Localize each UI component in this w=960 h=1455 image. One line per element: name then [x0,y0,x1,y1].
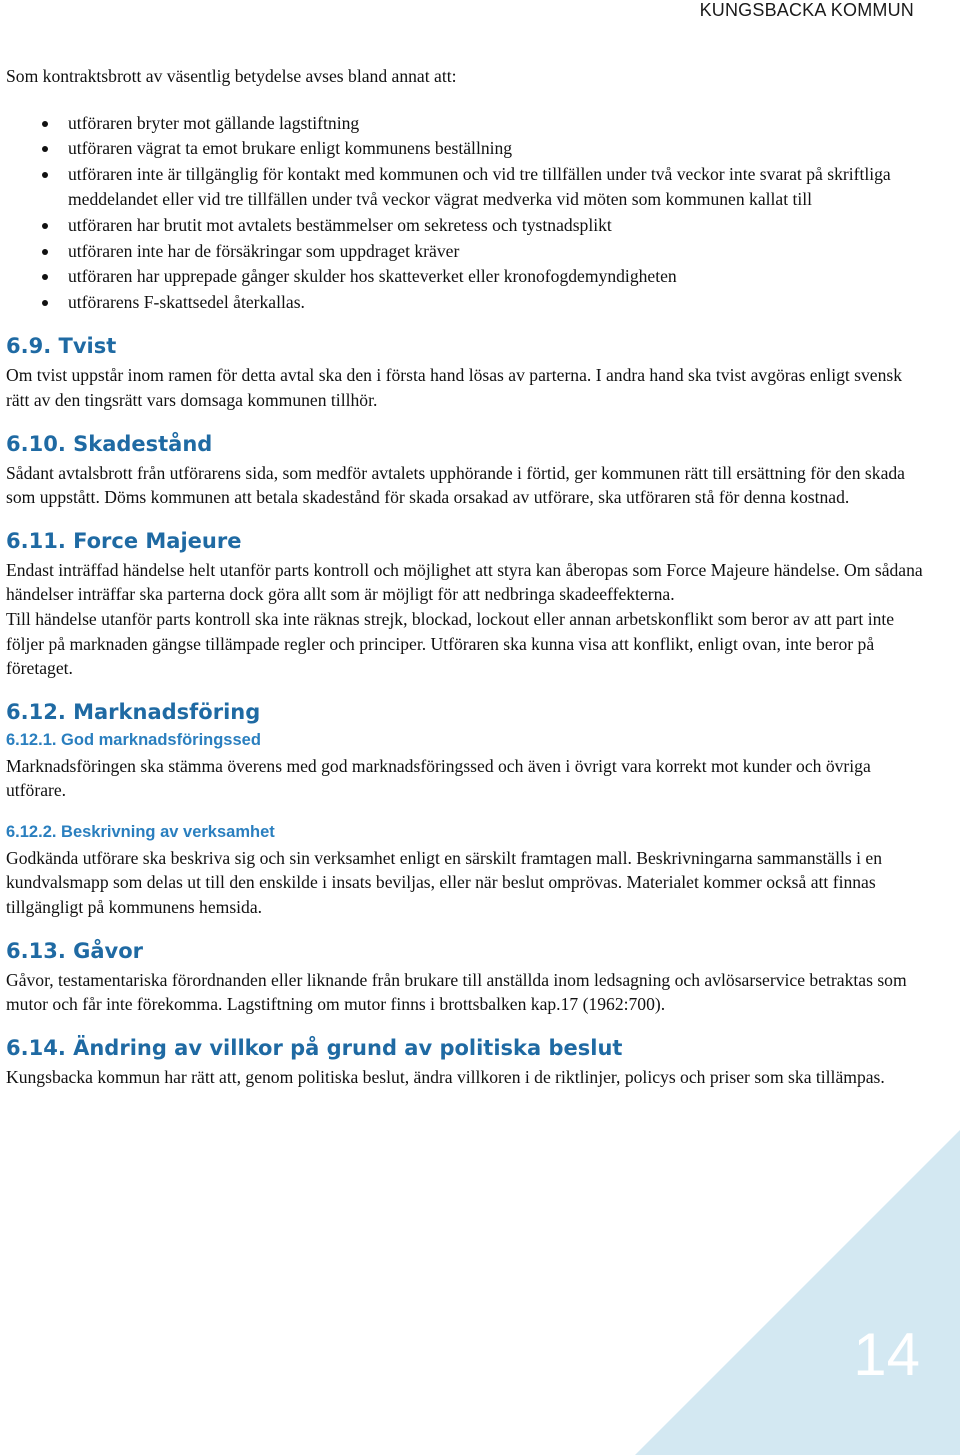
list-item: utföraren inte är tillgänglig för kontakt med kommunen och vid tre tillfällen under två veckor inte svarat på skriftliga meddelandet eller vid tre tillfällen under två veckor vägrat medverka vid möten som kommunen kallat till [6,162,926,213]
breach-bullet-list [6,111,926,316]
section-heading: 6.13. Gåvor [6,938,143,963]
section-tvist [6,333,926,412]
section-gavor [6,938,926,1017]
list-item: utföraren har brutit mot avtalets bestämmelser om sekretess och tystnadsplikt [6,213,926,239]
list-item: utföraren bryter mot gällande lagstiftning [6,111,926,137]
section-marknadsforing [6,699,926,920]
list-item: utföraren har upprepade gånger skulder hos skatteverket eller kronofogdemyndigheten [6,264,926,290]
section-heading: 6.11. Force Majeure [6,528,242,553]
list-item: utföraren inte har de försäkringar som uppdraget kräver [6,239,926,265]
list-item: utföraren vägrat ta emot brukare enligt kommunens beställning [6,136,926,162]
section-heading: 6.10. Skadestånd [6,431,213,456]
subsection-god-marknadsforingssed [6,729,926,803]
section-paragraph: Om tvist uppstår inom ramen för detta avtal ska den i första hand lösas av parterna. I andra hand ska tvist avgöras enligt svensk rätt av den tingsrätt vars domsaga kommunen tillhör. [6,365,903,410]
section-paragraph: Till händelse utanför parts kontroll ska inte räknas strejk, blockad, lockout eller annan arbetskonflikt som beror av att part inte följer på marknaden gängse tillämpade regler och principer. Utföraren ska kunna visa att konflikt, enligt ovan, inte beror på företaget. [6,608,895,679]
section-paragraph: Kungsbacka kommun har rätt att, genom politiska beslut, ändra villkoren i de riktlinjer, policys och priser som ska tillämpas. [6,1066,885,1087]
document-body [6,64,926,1107]
page-corner-decoration [635,1130,960,1455]
section-skadestand [6,431,926,510]
subsection-heading: 6.12.2. Beskrivning av verksamhet [6,822,275,841]
list-item: utförarens F-skattsedel återkallas. [6,290,926,316]
section-heading: 6.14. Ändring av villkor på grund av politiska beslut [6,1035,623,1060]
section-force-majeure [6,528,926,681]
page-number: 14 [853,1321,920,1388]
intro-paragraph: Som kontraktsbrott av väsentlig betydelse avses bland annat att: [6,66,457,86]
section-paragraph: Marknadsföringen ska stämma överens med god marknadsföringssed och även i övrigt vara korrekt mot kunder och övriga utförare. [6,755,871,801]
section-heading: 6.9. Tvist [6,334,117,359]
section-paragraph: Endast inträffad händelse helt utanför parts kontroll och möjlighet att styra kan åberopas som Force Majeure händelse. Om sådana händelser inträffar ska parterna dock göra allt som är möjligt för att nedbringa skadeeffekterna. [6,559,923,605]
subsection-beskrivning-av-verksamhet [6,821,926,920]
section-paragraph: Sådant avtalsbrott från utförarens sida, som medför avtalets upphörande i förtid, ger kommunen rätt till ersättning för den skada som uppstått. Döms kommunen att betala skadestånd för skada orsakad av utförare, ska utföraren stå för denna kostnad. [6,462,905,508]
section-andring-av-villkor [6,1035,926,1090]
subsection-heading: 6.12.1. God marknadsföringssed [6,730,261,749]
section-paragraph: Gåvor, testamentariska förordnanden eller liknande från brukare till anställda inom ledsagning och avlösarservice betraktas som mutor och får inte förekomma. Lagstiftning om mutor finns i brottsbalken kap.17 (1962:700). [6,969,907,1015]
corner-triangle-shape [635,1130,960,1455]
section-paragraph: Godkända utförare ska beskriva sig och sin verksamhet enligt en särskilt framtagen mall. Beskrivningarna sammanställs i en kundvalsmapp som delas ut till den enskilde i insats beviljas, eller när beslut omprövas. Materialet kommer också att finnas tillgängligt på kommunens hemsida. [6,847,883,918]
document-header-organization: KUNGSBACKA KOMMUN [699,0,914,20]
section-heading: 6.12. Marknadsföring [6,699,261,724]
